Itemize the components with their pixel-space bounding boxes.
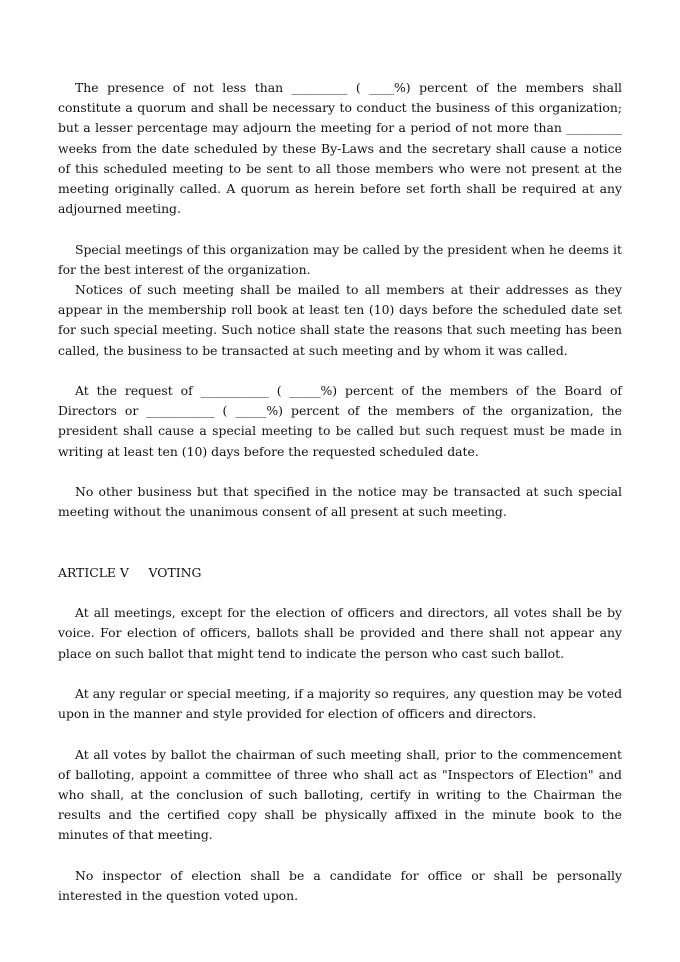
- paragraph-other-business: No other business but that specified in the notice may be transacted at such special meeting without the unanimous consent of all present at such meeting.: [58, 484, 622, 520]
- paragraph-majority: At any regular or special meeting, if a majority so requires, any question may be voted upon in the manner and style provided for election of officers and directors.: [58, 686, 622, 722]
- paragraph-quorum: The presence of not less than _________ ( ____%) percent of the members shall constitute a quorum and shall be necessary to conduct the business of this organization; but a lesser percentage may adjourn the meeting for a period of not more than _________ weeks from the date scheduled by these By-Laws and the secretary shall cause a notice of this scheduled meeting to be sent to all those members who were not present at the meeting originally called. A quorum as herein before set forth shall be required at any adjourned meeting.: [58, 80, 622, 217]
- paragraph-voice-votes: At all meetings, except for the election of officers and directors, all votes shall be by voice. For election of officers, ballots shall be provided and there shall not appear any place on such ballot that might tend to indicate the person who cast such ballot.: [58, 605, 622, 661]
- paragraph-request: At the request of ___________ ( _____%) percent of the members of the Board of Directors or ___________ ( _____%) percent of the members of the organization, the president shall cause a special meeting to be called but such request must be made in writing at least ten (10) days before the requested scheduled date.: [58, 383, 622, 459]
- paragraph-spacer: [58, 219, 622, 239]
- paragraph-spacer: [58, 846, 622, 866]
- paragraph-special-meetings: Special meetings of this organization may be called by the president when he deems it for the best interest of the organization.: [58, 241, 622, 277]
- paragraph-spacer: [58, 361, 622, 381]
- paragraph-inspectors: At all votes by ballot the chairman of such meeting shall, prior to the commencement of balloting, appoint a committee of three who shall act as "Inspectors of Election" and who shall, at the conclusion of such balloting, certify in writing to the Chairman the results and the certified copy shall be physically affixed in the minute book to the minutes of that meeting.: [58, 746, 622, 843]
- paragraph-spacer: [58, 724, 622, 744]
- paragraph-notices: Notices of such meeting shall be mailed to all members at their addresses as they appear in the membership roll book at least ten (10) days before the scheduled date set for such special meeting. Such notice shall state the reasons that such meeting has been called, the business to be transacted at such meeting and by whom it was called.: [58, 282, 622, 358]
- paragraph-inspector-candidate: No inspector of election shall be a candidate for office or shall be personally interested in the question voted upon.: [58, 867, 622, 903]
- section-spacer: [58, 522, 622, 562]
- paragraph-spacer: [58, 462, 622, 482]
- document-page: [58, 78, 622, 906]
- paragraph-spacer: [58, 664, 622, 684]
- article-v-heading: ARTICLE V VOTING: [58, 564, 202, 580]
- paragraph-spacer: [58, 583, 622, 603]
